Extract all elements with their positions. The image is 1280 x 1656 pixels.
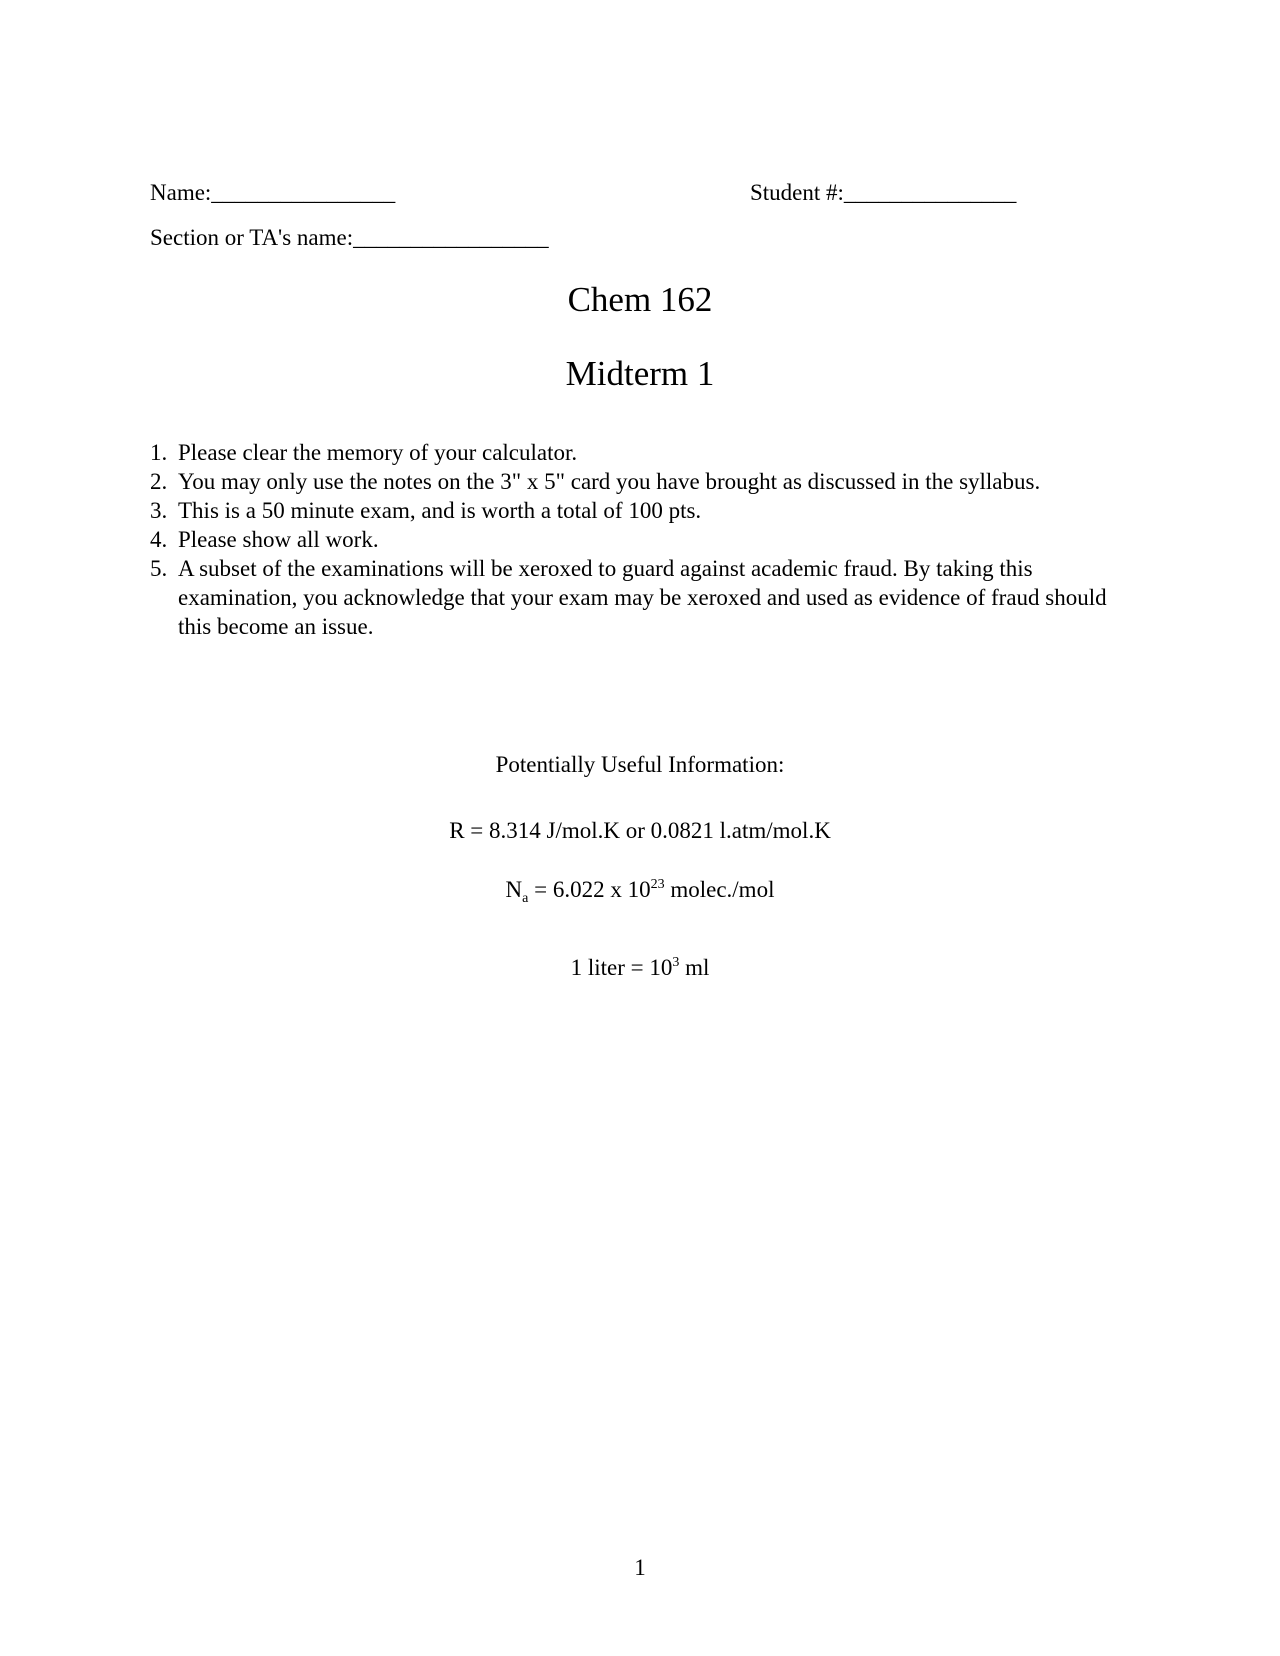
liter-conversion-line xyxy=(0,955,1280,981)
name-field: Name:________________ xyxy=(150,180,396,205)
student-number-field: Student #:_______________ xyxy=(750,180,1017,205)
instruction-text: You may only use the notes on the 3" x 5" card you have brought as discussed in the syllabus. xyxy=(178,469,1041,494)
instruction-number: 2. xyxy=(150,469,168,494)
instruction-number: 5. xyxy=(150,556,168,581)
avogadro-subscript: a xyxy=(522,891,529,906)
instruction-number: 1. xyxy=(150,440,168,465)
avogadro-value: = 6.022 x 10 xyxy=(528,877,651,902)
instruction-text: Please clear the memory of your calculator. xyxy=(178,440,578,465)
instruction-item xyxy=(150,554,1130,641)
page-number: 1 xyxy=(634,1555,646,1580)
useful-info-heading: Potentially Useful Information: xyxy=(495,752,785,777)
instruction-number: 3. xyxy=(150,498,168,523)
instruction-item xyxy=(150,438,1130,467)
instructions-list xyxy=(150,438,1130,641)
avogadro-unit: molec./mol xyxy=(664,877,775,902)
avogadro-symbol: N xyxy=(505,877,523,902)
avogadro-exponent: 23 xyxy=(650,877,665,892)
section-ta-field: Section or TA's name:_________________ xyxy=(150,225,549,250)
liter-exponent: 3 xyxy=(672,955,680,970)
instruction-item xyxy=(150,496,1130,525)
liter-value: 1 liter = 10 xyxy=(570,955,673,980)
instruction-item xyxy=(150,525,1130,554)
avogadro-line xyxy=(0,877,1280,906)
instruction-item xyxy=(150,467,1130,496)
liter-unit: ml xyxy=(679,955,710,980)
instruction-text: A subset of the examinations will be xeroxed to guard against academic fraud. By taking this examination, you acknowledge that your exam may be xeroxed and used as evidence of fraud should this become an issue. xyxy=(178,556,1107,639)
exam-title: Midterm 1 xyxy=(565,354,715,393)
instruction-text: Please show all work. xyxy=(178,527,379,552)
course-title: Chem 162 xyxy=(567,280,713,319)
gas-constant-line: R = 8.314 J/mol.K or 0.0821 l.atm/mol.K xyxy=(449,818,831,843)
instruction-text: This is a 50 minute exam, and is worth a total of 100 pts. xyxy=(178,498,702,523)
instruction-number: 4. xyxy=(150,527,168,552)
